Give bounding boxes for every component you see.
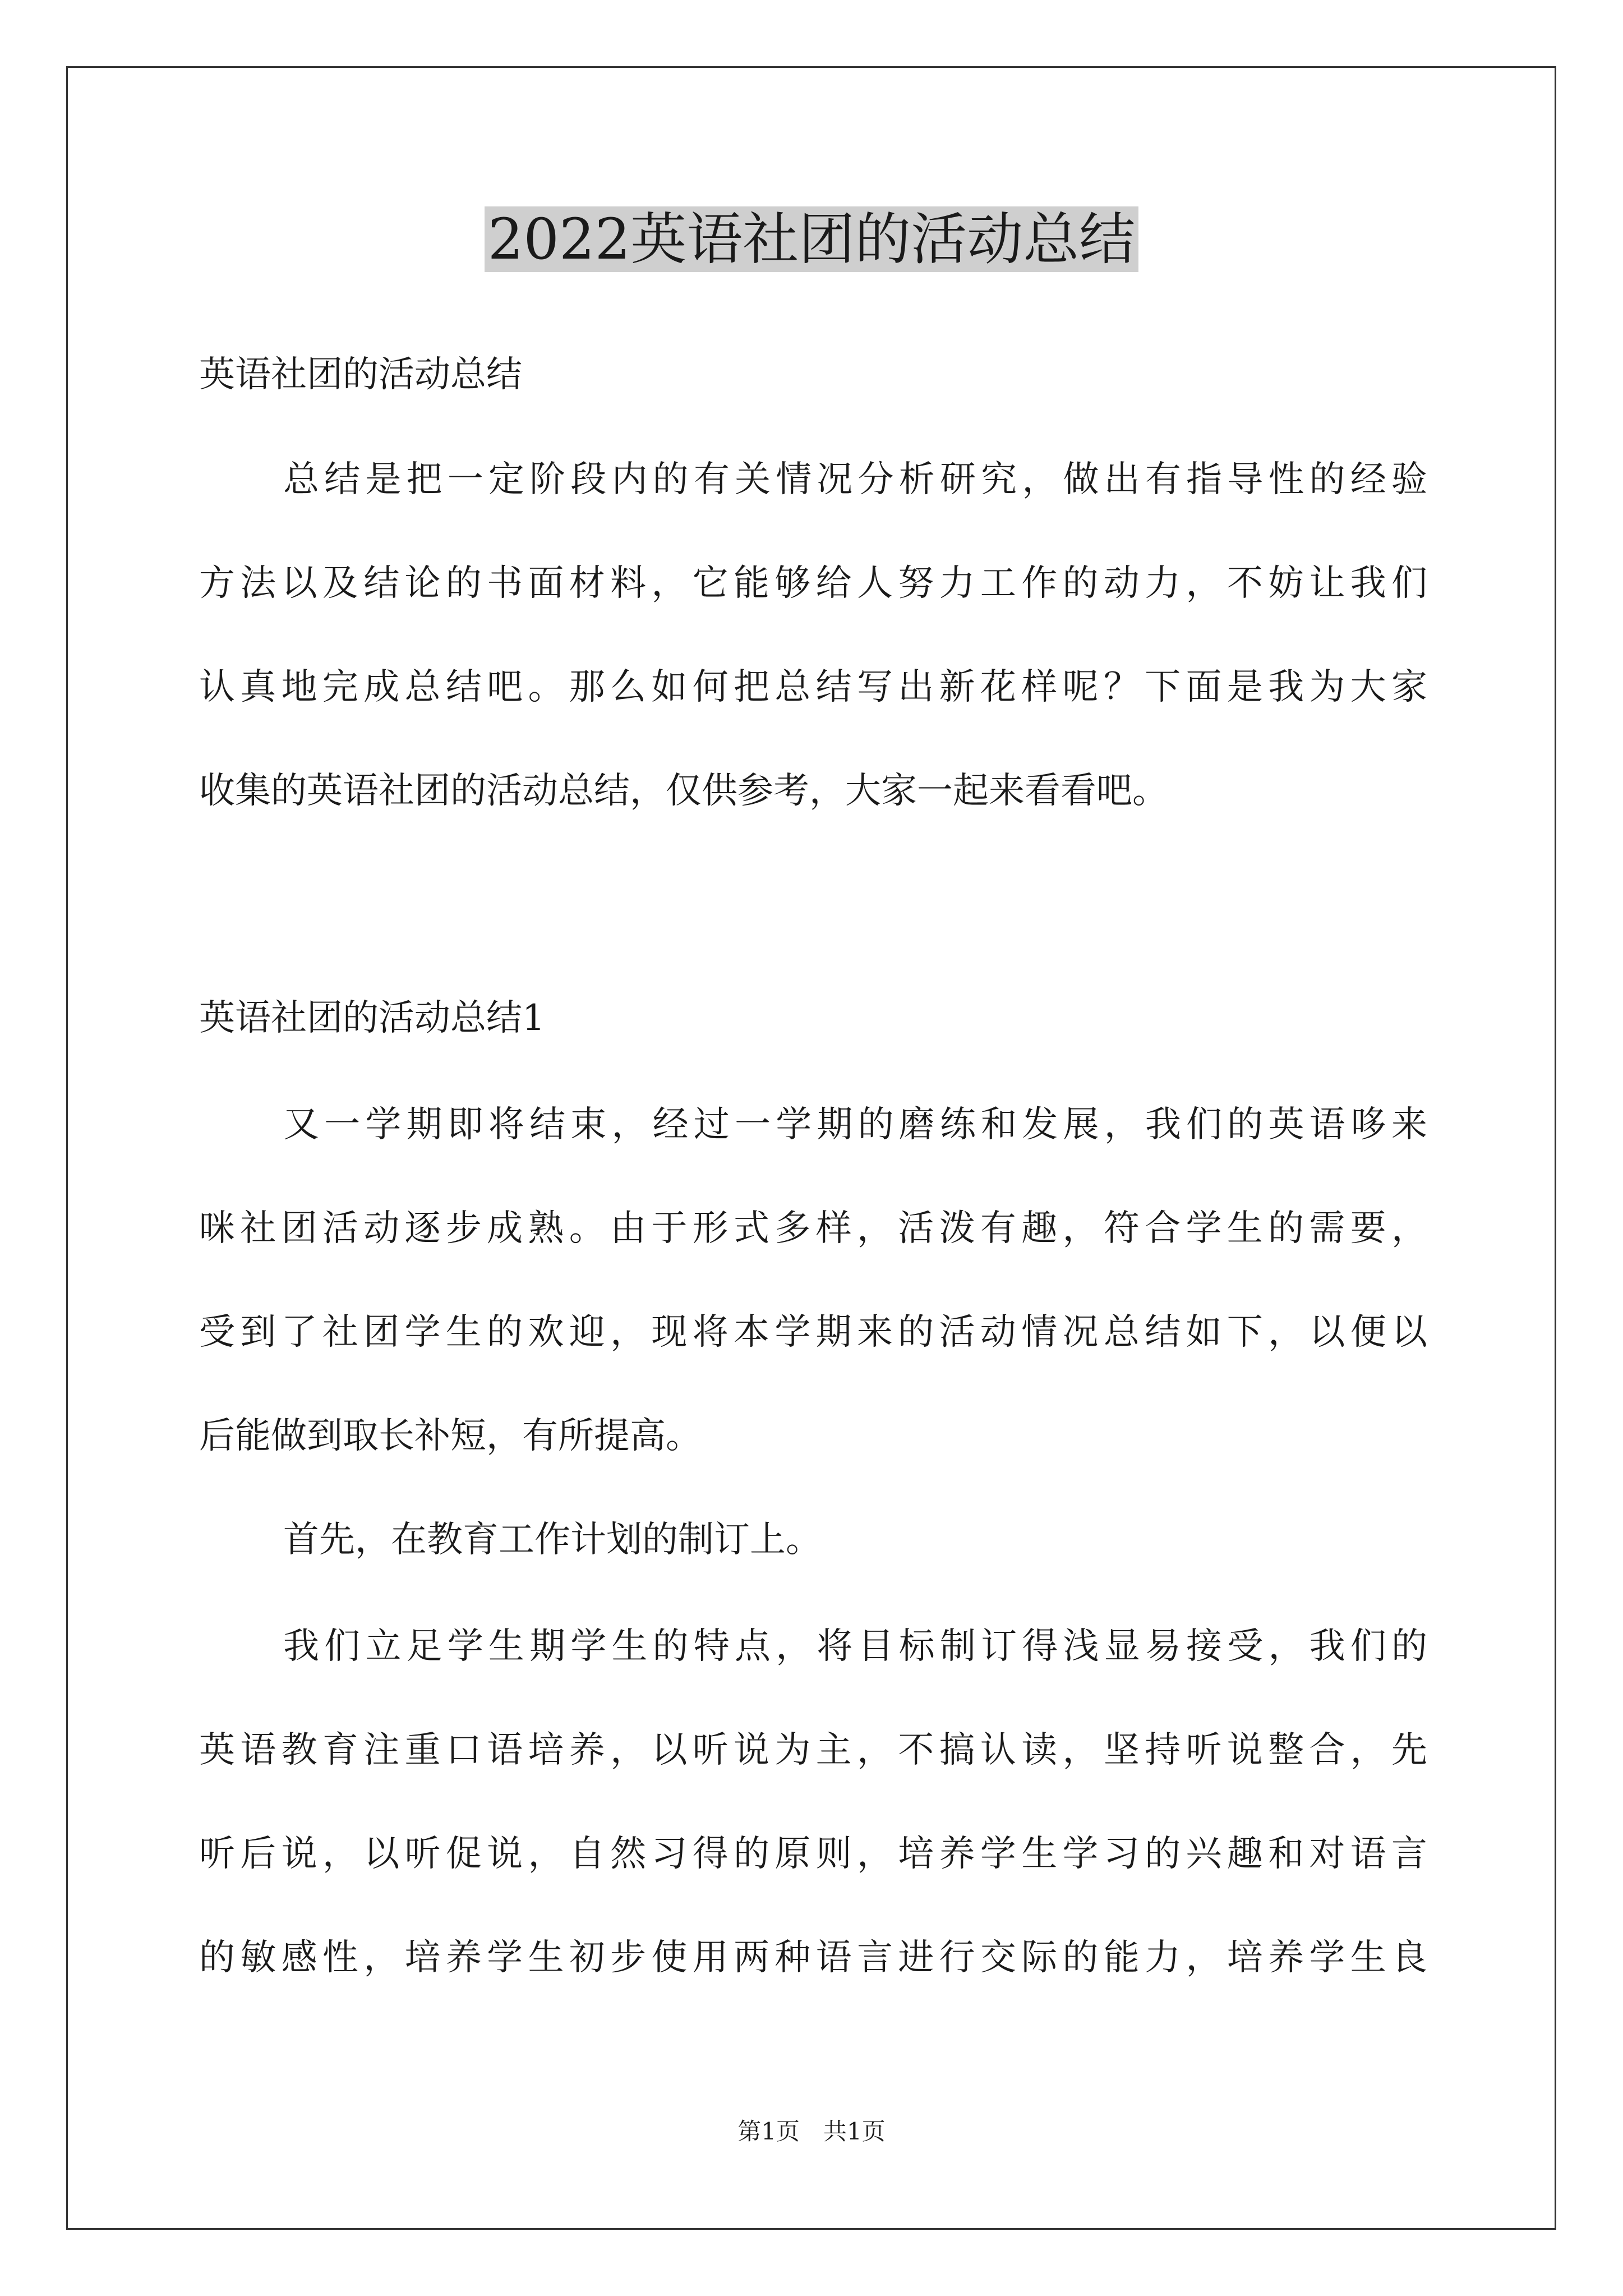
paragraph-line: 听后说，以听促说，自然习得的原则，培养学生学习的兴趣和对语言 <box>199 1833 1427 1875</box>
paragraph-line: 方法以及结论的书面材料，它能够给人努力工作的动力，不妨让我们 <box>199 563 1427 604</box>
paragraph-line: 咪社团活动逐步成熟。由于形式多样，活泼有趣，符合学生的需要， <box>199 1208 1427 1249</box>
section-heading: 英语社团的活动总结 <box>199 354 522 395</box>
section-heading: 英语社团的活动总结1 <box>199 997 545 1039</box>
paragraph-line: 英语教育注重口语培养，以听说为主，不搞认读，坚持听说整合，先 <box>199 1729 1427 1771</box>
paragraph-line: 总结是把一定阶段内的有关情况分析研究，做出有指导性的经验 <box>283 459 1427 500</box>
page-number-footer: 第1页 共1页 <box>737 2118 886 2145</box>
paragraph-line: 后能做到取长补短，有所提高。 <box>199 1415 702 1457</box>
document-title <box>0 197 1623 282</box>
paragraph-line: 我们立足学生期学生的特点，将目标制订得浅显易接受，我们的 <box>283 1626 1427 1667</box>
paragraph-line: 又一学期即将结束，经过一学期的磨练和发展，我们的英语哆来 <box>283 1104 1427 1145</box>
paragraph-line: 首先，在教育工作计划的制订上。 <box>283 1519 822 1561</box>
paragraph-line: 认真地完成总结吧。那么如何把总结写出新花样呢？下面是我为大家 <box>199 666 1427 708</box>
paragraph-line: 受到了社团学生的欢迎，现将本学期来的活动情况总结如下，以便以 <box>199 1312 1427 1353</box>
paragraph-line: 的敏感性，培养学生初步使用两种语言进行交际的能力，培养学生良 <box>199 1937 1427 1978</box>
document-title-text: 2022英语社团的活动总结 <box>485 206 1139 272</box>
paragraph-line: 收集的英语社团的活动总结，仅供参考，大家一起来看看吧。 <box>199 770 1168 812</box>
